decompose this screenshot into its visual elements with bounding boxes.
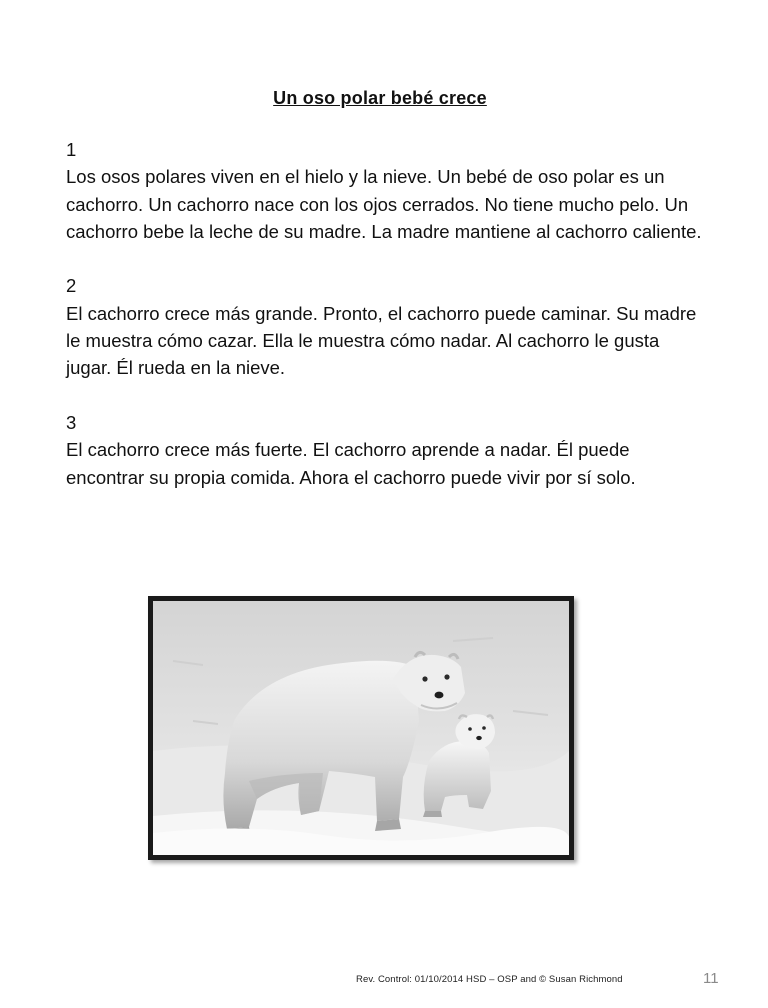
polar-bear-photo xyxy=(148,596,574,860)
polar-bears-image-icon xyxy=(153,601,569,855)
document-body xyxy=(66,136,706,518)
paragraph-text: El cachorro crece más fuerte. El cachorro aprende a nadar. Él puede encontrar su propia comida. Ahora el cachorro puede vivir por sí solo. xyxy=(66,439,636,488)
revision-footer: Rev. Control: 01/10/2014 HSD – OSP and © Susan Richmond xyxy=(356,974,623,985)
paragraph-number: 3 xyxy=(66,411,77,433)
paragraph-number: 2 xyxy=(66,275,77,297)
paragraph-text: Los osos polares viven en el hielo y la nieve. Un bebé de oso polar es un cachorro. Un cachorro nace con los ojos cerrados. No tiene mucho pelo. Un cachorro bebe la leche de su madre. La madre mantiene al cachorro caliente. xyxy=(66,166,702,242)
paragraph-number: 1 xyxy=(66,139,77,160)
paragraph-3 xyxy=(66,409,706,491)
paragraph-1 xyxy=(66,136,706,245)
page-title: Un oso polar bebé crece xyxy=(273,88,487,108)
paragraph-2 xyxy=(66,272,706,381)
page-number: 11 xyxy=(703,970,719,987)
paragraph-text: El cachorro crece más grande. Pronto, el cachorro puede caminar. Su madre le muestra cómo cazar. Ella le muestra cómo nadar. Al cachorro le gusta jugar. Él rueda en la nieve. xyxy=(66,302,697,379)
